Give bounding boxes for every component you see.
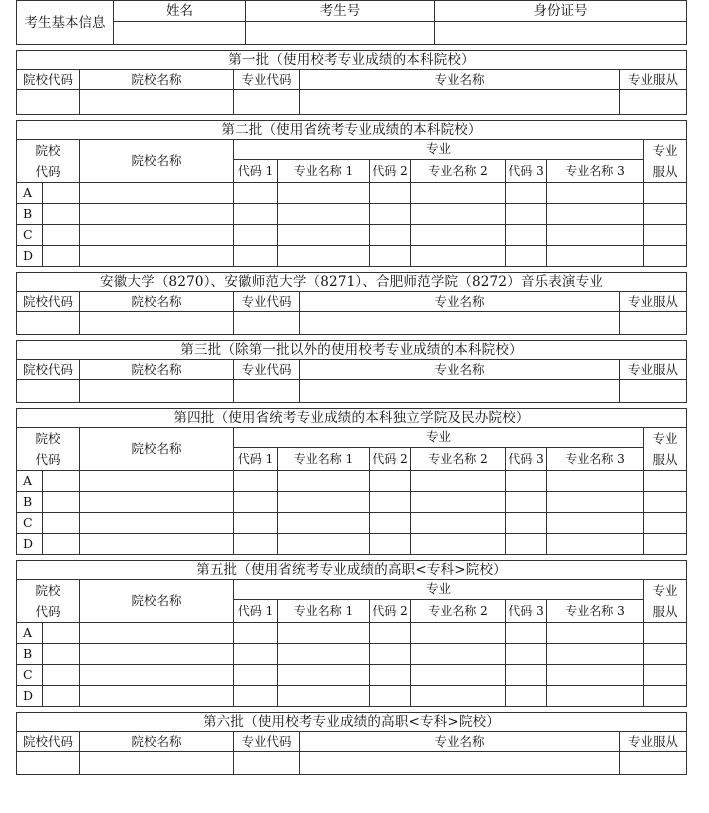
major-code-field[interactable] [234,380,300,403]
row-label: C [17,513,43,534]
name2-header: 专业名称 2 [411,159,506,182]
row-label: C [17,665,43,686]
school-code-field[interactable] [17,380,80,403]
school-code-field[interactable] [17,752,80,775]
row-label: A [17,623,43,644]
school-code-field[interactable] [43,513,80,534]
name1-field[interactable] [278,471,370,492]
obey-field[interactable] [644,204,687,225]
major-code-header: 专业代码 [234,292,300,312]
row-label: B [17,204,43,225]
obey-field[interactable] [620,90,687,115]
batch-3-title: 第三批（除第一批以外的使用校考专业成绩的本科院校） [17,341,687,360]
name1-header: 专业名称 1 [278,599,370,622]
name1-field[interactable] [278,623,370,644]
batch-5-table [16,560,687,707]
school-name-field[interactable] [80,380,234,403]
batch-2-title: 第二批（使用省统考专业成绩的本科院校） [17,121,687,140]
school-code-field[interactable] [43,471,80,492]
code2-field[interactable] [370,471,411,492]
code3-field[interactable] [506,225,547,246]
code2-field[interactable] [370,204,411,225]
obey-header: 专业 服从 [644,428,687,471]
exam-no-header: 考生号 [246,1,435,22]
school-code-field[interactable] [43,686,80,707]
code1-field[interactable] [234,644,278,665]
school-name-header: 院校名称 [80,292,234,312]
batch-2-table [16,120,687,267]
name-field[interactable] [114,22,246,45]
school-name-field[interactable] [80,90,234,115]
school-code-header: 院校 代码 [17,428,80,471]
music-performance-title: 安徽大学（8270）、安徽师范大学（8271）、合肥师范学院（8272）音乐表演专业 [17,273,687,292]
school-name-field[interactable] [80,752,234,775]
code1-field[interactable] [234,183,278,204]
code2-header: 代码 2 [370,447,411,470]
school-name-header: 院校名称 [80,428,234,471]
code3-field[interactable] [506,623,547,644]
name1-field[interactable] [278,204,370,225]
code1-field[interactable] [234,686,278,707]
school-code-field[interactable] [43,246,80,267]
code2-header: 代码 2 [370,599,411,622]
basic-info-table [16,0,687,45]
name1-header: 专业名称 1 [278,447,370,470]
batch-1-table [16,50,687,115]
code2-field[interactable] [370,665,411,686]
obey-field[interactable] [644,183,687,204]
obey-field[interactable] [644,246,687,267]
name2-field[interactable] [411,246,506,267]
obey-field[interactable] [644,513,687,534]
row-label: B [17,644,43,665]
school-code-field[interactable] [43,665,80,686]
obey-header: 专业服从 [620,360,687,380]
major-name-header: 专业名称 [300,732,620,752]
code3-field[interactable] [506,183,547,204]
school-code-header: 院校 代码 [17,140,80,183]
code2-field[interactable] [370,246,411,267]
code2-field[interactable] [370,534,411,555]
school-code-field[interactable] [43,492,80,513]
major-name-header: 专业名称 [300,360,620,380]
name2-field[interactable] [411,204,506,225]
major-group-header: 专业 [234,580,644,600]
batch-6-table [16,712,687,775]
school-name-field[interactable] [80,534,234,555]
id-no-field[interactable] [435,22,687,45]
row-label: C [17,225,43,246]
row-label: D [17,534,43,555]
code3-header: 代码 3 [506,159,547,182]
school-code-field[interactable] [43,644,80,665]
code3-field[interactable] [506,204,547,225]
name3-field[interactable] [547,665,644,686]
obey-field[interactable] [620,380,687,403]
name1-field[interactable] [278,534,370,555]
row-label: A [17,471,43,492]
code3-field[interactable] [506,665,547,686]
code1-header: 代码 1 [234,447,278,470]
major-name-field[interactable] [300,312,620,335]
id-no-header: 身份证号 [435,1,687,22]
code1-field[interactable] [234,623,278,644]
name3-header: 专业名称 3 [547,599,644,622]
major-code-field[interactable] [234,312,300,335]
code2-header: 代码 2 [370,159,411,182]
code3-field[interactable] [506,644,547,665]
school-name-field[interactable] [80,644,234,665]
code3-field[interactable] [506,534,547,555]
music-performance-table [16,272,687,335]
school-code-header: 院校 代码 [17,580,80,623]
name3-field[interactable] [547,492,644,513]
name3-field[interactable] [547,513,644,534]
code1-field[interactable] [234,492,278,513]
name1-field[interactable] [278,225,370,246]
school-code-field[interactable] [43,623,80,644]
obey-field[interactable] [644,665,687,686]
code1-field[interactable] [234,204,278,225]
code1-field[interactable] [234,246,278,267]
code2-field[interactable] [370,686,411,707]
name1-header: 专业名称 1 [278,159,370,182]
code3-field[interactable] [506,686,547,707]
school-name-field[interactable] [80,623,234,644]
row-label: D [17,246,43,267]
batch-4-title: 第四批（使用省统考专业成绩的本科独立学院及民办院校） [17,409,687,428]
code1-header: 代码 1 [234,159,278,182]
code1-field[interactable] [234,513,278,534]
name1-field[interactable] [278,686,370,707]
name2-field[interactable] [411,623,506,644]
school-name-field[interactable] [80,492,234,513]
school-name-field[interactable] [80,225,234,246]
obey-header: 专业服从 [620,732,687,752]
obey-field[interactable] [644,492,687,513]
major-name-header: 专业名称 [300,292,620,312]
name2-field[interactable] [411,644,506,665]
name2-field[interactable] [411,225,506,246]
school-name-field[interactable] [80,665,234,686]
batch-3-table [16,340,687,403]
obey-field[interactable] [620,312,687,335]
school-code-field[interactable] [43,204,80,225]
name2-header: 专业名称 2 [411,599,506,622]
school-name-field[interactable] [80,686,234,707]
batch-6-title: 第六批（使用校考专业成绩的高职<专科>院校） [17,713,687,732]
name2-field[interactable] [411,513,506,534]
batch-5-title: 第五批（使用省统考专业成绩的高职<专科>院校） [17,561,687,580]
major-name-field[interactable] [300,380,620,403]
name3-field[interactable] [547,204,644,225]
name2-field[interactable] [411,183,506,204]
obey-field[interactable] [644,686,687,707]
name3-field[interactable] [547,534,644,555]
row-label: D [17,686,43,707]
batch-1-title: 第一批（使用校考专业成绩的本科院校） [17,51,687,70]
batch-4-table [16,408,687,555]
school-code-field[interactable] [43,183,80,204]
school-code-header: 院校代码 [17,292,80,312]
name3-field[interactable] [547,225,644,246]
school-name-field[interactable] [80,183,234,204]
obey-header: 专业服从 [620,70,687,90]
name1-field[interactable] [278,644,370,665]
code1-header: 代码 1 [234,599,278,622]
code3-field[interactable] [506,246,547,267]
obey-field[interactable] [644,623,687,644]
code3-field[interactable] [506,471,547,492]
school-code-header: 院校代码 [17,70,80,90]
major-code-header: 专业代码 [234,70,300,90]
major-code-field[interactable] [234,90,300,115]
code2-field[interactable] [370,225,411,246]
school-name-header: 院校名称 [80,140,234,183]
name3-header: 专业名称 3 [547,447,644,470]
name2-field[interactable] [411,665,506,686]
name2-field[interactable] [411,492,506,513]
basic-info-label: 考生基本信息 [17,1,114,45]
code2-field[interactable] [370,513,411,534]
code2-field[interactable] [370,492,411,513]
school-name-field[interactable] [80,204,234,225]
code2-field[interactable] [370,183,411,204]
school-code-header: 院校代码 [17,360,80,380]
name3-field[interactable] [547,183,644,204]
exam-no-field[interactable] [246,22,435,45]
school-name-field[interactable] [80,513,234,534]
row-label: A [17,183,43,204]
obey-field[interactable] [644,471,687,492]
name3-field[interactable] [547,686,644,707]
code1-field[interactable] [234,471,278,492]
code1-field[interactable] [234,225,278,246]
code2-field[interactable] [370,644,411,665]
obey-header: 专业服从 [620,292,687,312]
school-name-header: 院校名称 [80,70,234,90]
major-name-field[interactable] [300,90,620,115]
name2-field[interactable] [411,534,506,555]
school-name-header: 院校名称 [80,360,234,380]
name1-field[interactable] [278,513,370,534]
name1-field[interactable] [278,492,370,513]
school-code-header: 院校代码 [17,732,80,752]
obey-field[interactable] [620,752,687,775]
major-name-header: 专业名称 [300,70,620,90]
school-name-header: 院校名称 [80,580,234,623]
major-code-header: 专业代码 [234,360,300,380]
obey-header: 专业 服从 [644,140,687,183]
code1-field[interactable] [234,665,278,686]
major-name-field[interactable] [300,752,620,775]
obey-header: 专业 服从 [644,580,687,623]
name1-field[interactable] [278,665,370,686]
obey-field[interactable] [644,534,687,555]
major-code-header: 专业代码 [234,732,300,752]
name2-header: 专业名称 2 [411,447,506,470]
school-code-field[interactable] [17,312,80,335]
school-code-field[interactable] [43,534,80,555]
school-name-header: 院校名称 [80,732,234,752]
name2-field[interactable] [411,686,506,707]
school-code-field[interactable] [43,225,80,246]
school-name-field[interactable] [80,246,234,267]
major-code-field[interactable] [234,752,300,775]
name3-header: 专业名称 3 [547,159,644,182]
name3-field[interactable] [547,644,644,665]
name2-field[interactable] [411,471,506,492]
name3-field[interactable] [547,471,644,492]
code3-header: 代码 3 [506,447,547,470]
school-name-field[interactable] [80,471,234,492]
application-form [16,0,686,775]
code1-field[interactable] [234,534,278,555]
school-name-field[interactable] [80,312,234,335]
code3-field[interactable] [506,513,547,534]
name3-field[interactable] [547,246,644,267]
school-code-field[interactable] [17,90,80,115]
obey-field[interactable] [644,225,687,246]
obey-field[interactable] [644,644,687,665]
name3-field[interactable] [547,623,644,644]
code3-header: 代码 3 [506,599,547,622]
name1-field[interactable] [278,246,370,267]
row-label: B [17,492,43,513]
major-group-header: 专业 [234,140,644,160]
name-header: 姓名 [114,1,246,22]
name1-field[interactable] [278,183,370,204]
code3-field[interactable] [506,492,547,513]
major-group-header: 专业 [234,428,644,448]
code2-field[interactable] [370,623,411,644]
